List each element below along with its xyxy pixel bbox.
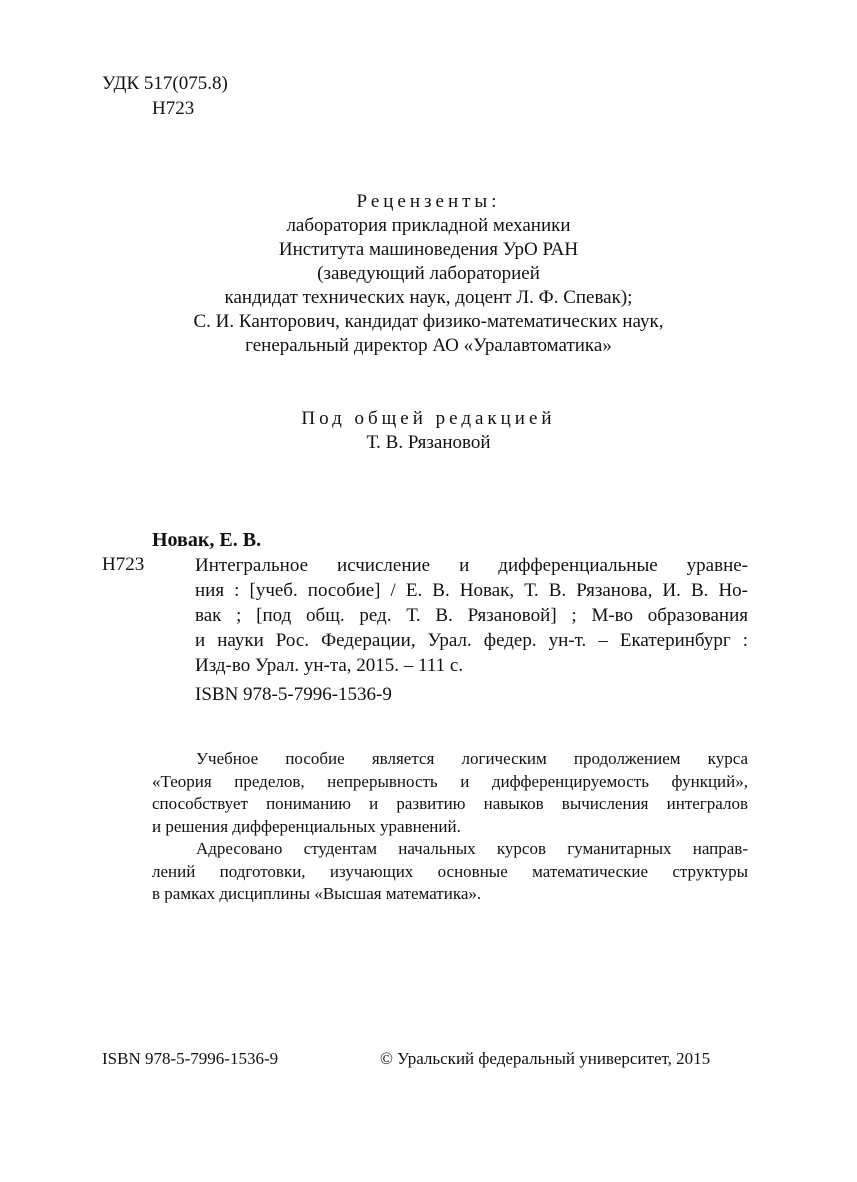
reviewers-block	[0, 190, 857, 358]
record-author: Новак, Е. В.	[152, 529, 262, 551]
record-line: Изд-во Урал. ун-та, 2015. – 111 с.	[195, 655, 464, 676]
record-description	[195, 553, 748, 678]
annotation-line: способствует пониманию и развитию навыков вычисления интегралов	[152, 794, 748, 813]
record-code: Н723	[102, 554, 145, 575]
reviewer-line: лаборатория прикладной механики	[286, 215, 571, 236]
record-line: Интегральное исчисление и дифференциальные уравне-	[195, 555, 748, 576]
annotation-line: лений подготовки, изучающих основные математические структуры	[152, 861, 748, 881]
footer-copyright: © Уральский федеральный университет, 2015	[380, 1049, 711, 1068]
reviewer-line: кандидат технических наук, доцент Л. Ф. Спевак);	[224, 287, 633, 308]
reviewer-line: С. И. Канторович, кандидат физико-математических наук,	[193, 311, 664, 332]
record-line: ния : [учеб. пособие] / Е. В. Новак, Т. В. Рязанова, И. В. Но-	[195, 580, 748, 601]
record-isbn: ISBN 978-5-7996-1536-9	[195, 684, 392, 705]
editor-name: Т. В. Рязановой	[366, 432, 491, 453]
reviewer-line: генеральный директор АО «Уралавтоматика»	[245, 335, 612, 356]
annotation-line: Адресовано студентам начальных курсов гуманитарных направ-	[196, 839, 748, 858]
annotation-line: Учебное пособие является логическим продолжением курса	[196, 749, 748, 768]
editor-heading: Под общей редакцией	[301, 408, 556, 429]
udc-classification: УДК 517(075.8)	[102, 73, 228, 94]
author-mark-code: Н723	[152, 98, 195, 119]
annotation-block	[152, 748, 748, 906]
editor-block	[0, 407, 857, 455]
record-line: вак ; [под общ. ред. Т. В. Рязановой] ; М-во образования	[195, 605, 748, 626]
record-line: и науки Рос. Федерации, Урал. федер. ун-т. – Екатеринбург :	[195, 630, 748, 651]
annotation-line: и решения дифференциальных уравнений.	[152, 816, 461, 836]
footer-isbn: ISBN 978-5-7996-1536-9	[102, 1049, 279, 1068]
reviewer-line: Института машиноведения УрО РАН	[278, 239, 579, 260]
annotation-line: «Теория пределов, непрерывность и дифференцируемость функций»,	[152, 771, 748, 791]
annotation-line: в рамках дисциплины «Высшая математика».	[152, 884, 482, 903]
reviewers-heading: Рецензенты:	[356, 191, 501, 212]
reviewer-line: (заведующий лабораторией	[317, 263, 540, 284]
